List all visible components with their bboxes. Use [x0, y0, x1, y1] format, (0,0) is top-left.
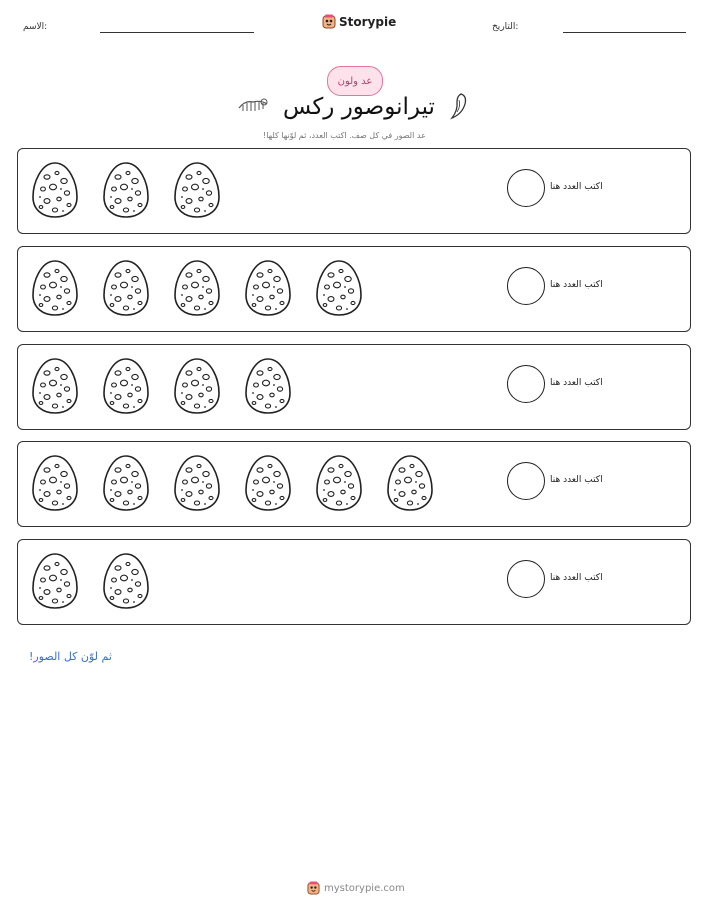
- dinosaur-egg-icon: [315, 454, 363, 512]
- name-label: الاسم:: [23, 22, 48, 32]
- dinosaur-egg-icon: [173, 259, 221, 317]
- dinosaur-egg-icon: [244, 357, 292, 415]
- date-line[interactable]: [563, 32, 686, 33]
- activity-badge: عد ولون: [327, 66, 383, 96]
- dinosaur-egg-icon: [102, 259, 150, 317]
- answer-prompt: اكتب العدد هنا: [550, 378, 603, 388]
- storypie-logo-icon: [322, 14, 336, 29]
- name-line[interactable]: [100, 32, 254, 33]
- counting-row: [17, 344, 691, 430]
- dinosaur-egg-icon: [31, 552, 79, 610]
- answer-prompt: اكتب العدد هنا: [550, 182, 603, 192]
- footer-site: mystorypie.com: [324, 882, 405, 894]
- answer-prompt: اكتب العدد هنا: [550, 475, 603, 485]
- dinosaur-egg-icon: [102, 161, 150, 219]
- date-label: التاريخ:: [492, 22, 519, 32]
- dinosaur-egg-icon: [31, 259, 79, 317]
- dinosaur-egg-icon: [315, 259, 363, 317]
- footer: [307, 881, 405, 895]
- dinosaur-egg-icon: [173, 357, 221, 415]
- counting-row: [17, 246, 691, 332]
- dinosaur-egg-icon: [244, 454, 292, 512]
- dinosaur-egg-icon: [31, 357, 79, 415]
- dinosaur-egg-icon: [31, 454, 79, 512]
- answer-circle[interactable]: [507, 267, 545, 305]
- counting-row: [17, 441, 691, 527]
- answer-circle[interactable]: [507, 169, 545, 207]
- dinosaur-egg-icon: [244, 259, 292, 317]
- answer-prompt: اكتب العدد هنا: [550, 573, 603, 583]
- storypie-logo-icon: [307, 881, 320, 895]
- dinosaur-egg-icon: [31, 161, 79, 219]
- dinosaur-egg-icon: [102, 454, 150, 512]
- counting-row: [17, 539, 691, 625]
- coloring-note: ثم لوّن كل الصور!: [29, 650, 112, 663]
- brand: [322, 14, 396, 29]
- dinosaur-egg-icon: [102, 552, 150, 610]
- dinosaur-egg-icon: [102, 357, 150, 415]
- answer-circle[interactable]: [507, 365, 545, 403]
- brand-name: Storypie: [339, 14, 397, 29]
- dinosaur-egg-icon: [173, 454, 221, 512]
- answer-circle[interactable]: [507, 560, 545, 598]
- dinosaur-skeleton-icon: [237, 96, 269, 114]
- page-title: تيرانوصور ركس: [283, 94, 435, 120]
- instructions: عد الصور في كل صف. اكتب العدد، ثم لوّنها كلها!: [263, 131, 426, 140]
- dinosaur-egg-icon: [386, 454, 434, 512]
- dinosaur-egg-icon: [173, 161, 221, 219]
- counting-row: [17, 148, 691, 234]
- answer-prompt: اكتب العدد هنا: [550, 280, 603, 290]
- dinosaur-tooth-icon: [449, 92, 469, 120]
- answer-circle[interactable]: [507, 462, 545, 500]
